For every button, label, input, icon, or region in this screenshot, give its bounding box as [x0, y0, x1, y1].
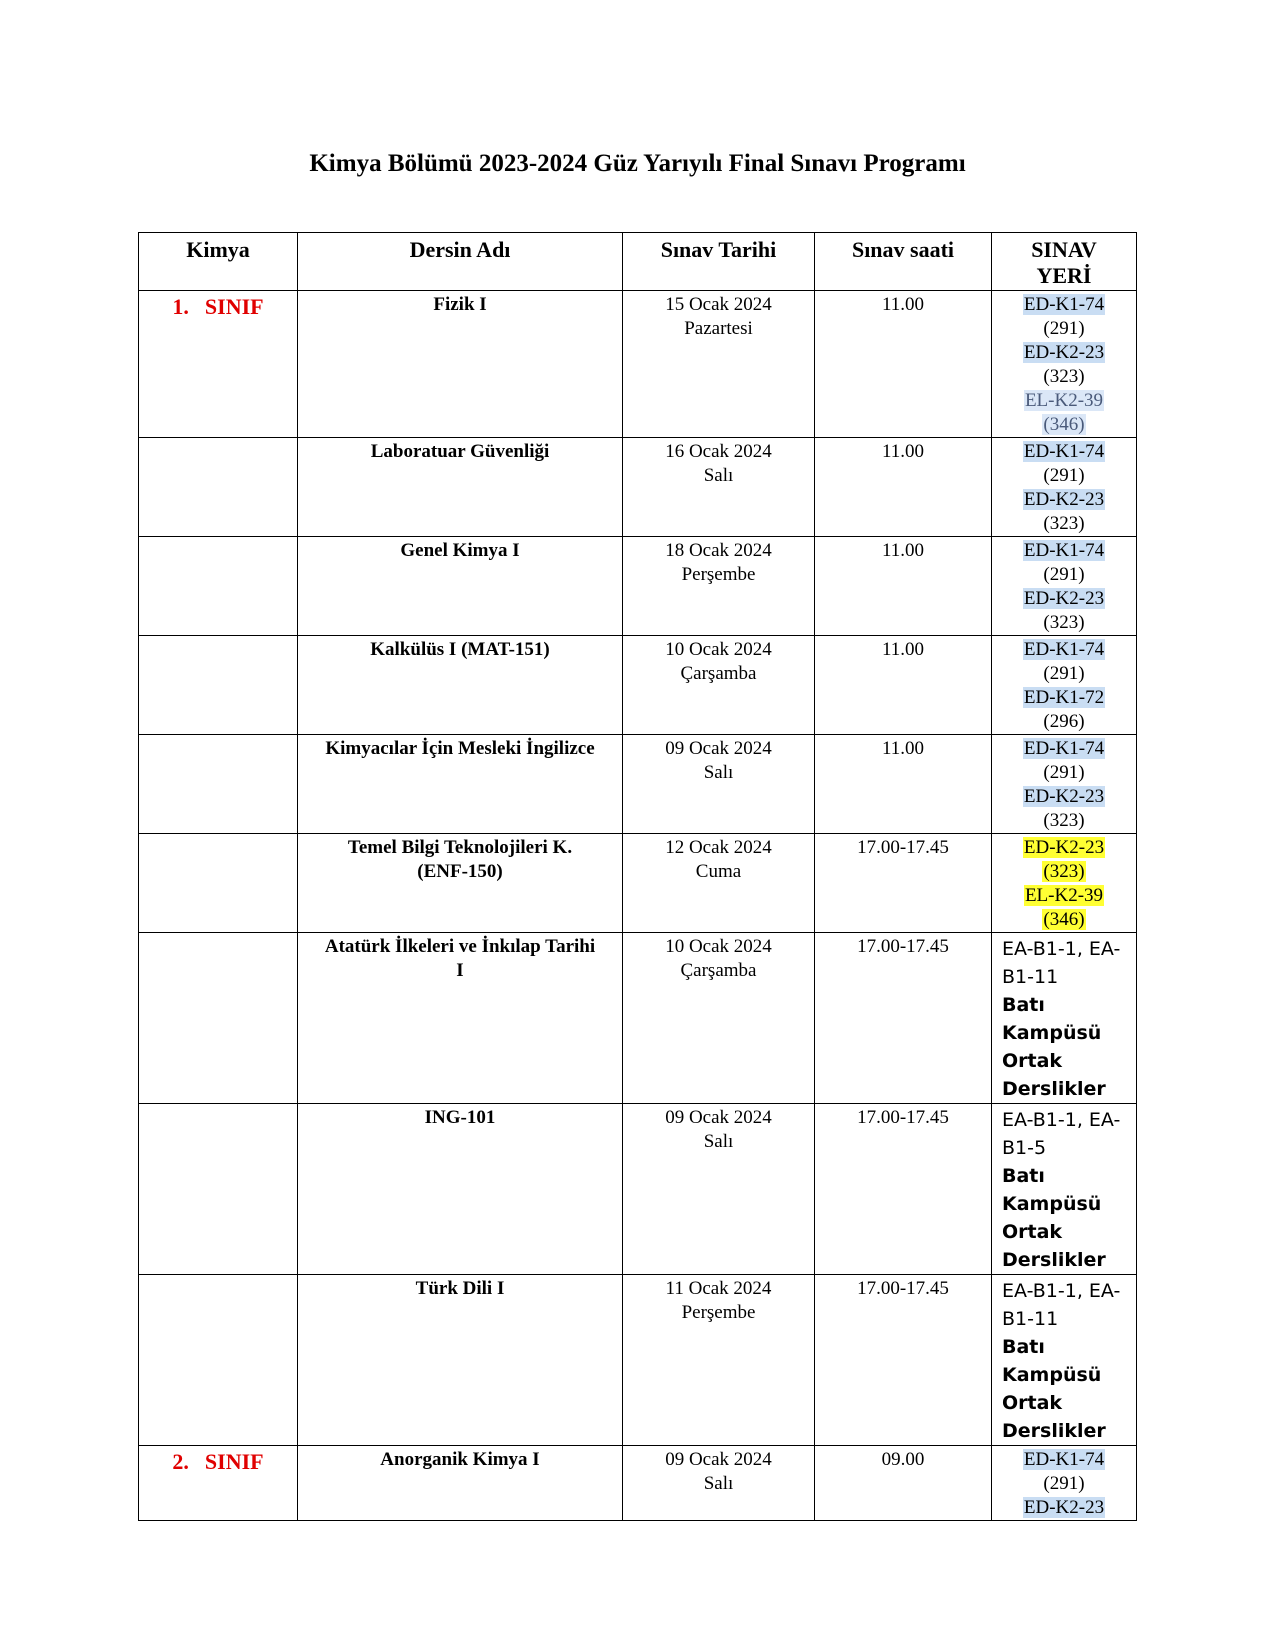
exam-room: ED-K1-74 (291) ED-K2-23 (323): [992, 537, 1137, 636]
sinif-label: 2. SINIF: [172, 1449, 264, 1474]
table-row: [139, 291, 1137, 438]
exam-time: 11.00: [815, 735, 992, 834]
course-name: Türk Dili I: [298, 1275, 623, 1446]
course-name: Genel Kimya I: [298, 537, 623, 636]
exam-time: 09.00: [815, 1446, 992, 1521]
table-row: [139, 1104, 1137, 1275]
header-yer-line2: YERİ: [1036, 263, 1092, 288]
sinif-label: 1. SINIF: [172, 294, 264, 319]
exam-time: 11.00: [815, 291, 992, 438]
exam-time: 17.00-17.45: [815, 1275, 992, 1446]
exam-time: 11.00: [815, 438, 992, 537]
exam-date: 11 Ocak 2024 Perşembe: [623, 1275, 815, 1446]
header-saat: Sınav saati: [815, 233, 992, 291]
course-name: Anorganik Kimya I: [298, 1446, 623, 1521]
sinif-cell: [139, 735, 298, 834]
table-row: [139, 834, 1137, 933]
table-row: [139, 735, 1137, 834]
exam-date: 10 Ocak 2024 Çarşamba: [623, 636, 815, 735]
course-name: Temel Bilgi Teknolojileri K. (ENF-150): [298, 834, 623, 933]
table-row: [139, 438, 1137, 537]
exam-time: 11.00: [815, 636, 992, 735]
header-row: [139, 233, 1137, 291]
exam-room: EA-B1-1, EA- B1-5 Batı Kampüsü Ortak Derslikler: [992, 1104, 1137, 1275]
exam-room: EA-B1-1, EA- B1-11 Batı Kampüsü Ortak Derslikler: [992, 1275, 1137, 1446]
sinif-cell: [139, 933, 298, 1104]
exam-room: ED-K1-74 (291) ED-K2-23 (323) EL-K2-39 (346): [992, 291, 1137, 438]
exam-room: ED-K1-74 (291) ED-K2-23: [992, 1446, 1137, 1521]
exam-date: 09 Ocak 2024 Salı: [623, 735, 815, 834]
exam-room: EA-B1-1, EA- B1-11 Batı Kampüsü Ortak Derslikler: [992, 933, 1137, 1104]
course-name: Laboratuar Güvenliği: [298, 438, 623, 537]
header-tarih: Sınav Tarihi: [623, 233, 815, 291]
exam-time: 17.00-17.45: [815, 834, 992, 933]
sinif-cell: [139, 636, 298, 735]
sinif-cell: [139, 438, 298, 537]
table-row: [139, 1275, 1137, 1446]
sinif-cell: [139, 537, 298, 636]
course-name: Kalkülüs I (MAT-151): [298, 636, 623, 735]
page-title: Kimya Bölümü 2023-2024 Güz Yarıyılı Final Sınavı Programı: [309, 150, 966, 177]
course-name: Atatürk İlkeleri ve İnkılap Tarihi I: [298, 933, 623, 1104]
exam-room: ED-K1-74 (291) ED-K2-23 (323): [992, 438, 1137, 537]
exam-schedule-table: [138, 232, 1137, 1521]
sinif-cell: [139, 1446, 298, 1521]
exam-room: ED-K2-23 (323) EL-K2-39 (346): [992, 834, 1137, 933]
exam-room: ED-K1-74 (291) ED-K2-23 (323): [992, 735, 1137, 834]
exam-date: 15 Ocak 2024 Pazartesi: [623, 291, 815, 438]
exam-date: 09 Ocak 2024 Salı: [623, 1104, 815, 1275]
exam-date: 12 Ocak 2024 Cuma: [623, 834, 815, 933]
exam-room: ED-K1-74 (291) ED-K1-72 (296): [992, 636, 1137, 735]
header-yer-line1: SINAV: [1031, 237, 1097, 262]
sinif-cell: [139, 291, 298, 438]
table-row: [139, 537, 1137, 636]
table-row: [139, 1446, 1137, 1521]
course-name: ING-101: [298, 1104, 623, 1275]
exam-time: 17.00-17.45: [815, 933, 992, 1104]
exam-date: 09 Ocak 2024 Salı: [623, 1446, 815, 1521]
course-name: Kimyacılar İçin Mesleki İngilizce: [298, 735, 623, 834]
table-row: [139, 933, 1137, 1104]
exam-date: 16 Ocak 2024 Salı: [623, 438, 815, 537]
table-row: [139, 636, 1137, 735]
sinif-cell: [139, 1104, 298, 1275]
header-yer: [992, 233, 1137, 291]
header-ders: Dersin Adı: [298, 233, 623, 291]
header-kimya: Kimya: [139, 233, 298, 291]
exam-time: 17.00-17.45: [815, 1104, 992, 1275]
exam-date: 10 Ocak 2024 Çarşamba: [623, 933, 815, 1104]
exam-time: 11.00: [815, 537, 992, 636]
course-name: Fizik I: [298, 291, 623, 438]
exam-date: 18 Ocak 2024 Perşembe: [623, 537, 815, 636]
sinif-cell: [139, 1275, 298, 1446]
sinif-cell: [139, 834, 298, 933]
